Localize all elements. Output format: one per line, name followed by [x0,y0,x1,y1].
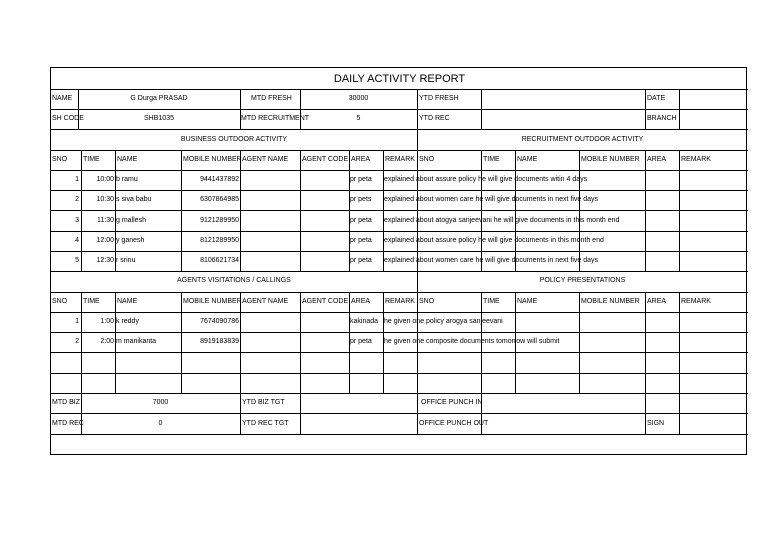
row-name: s siva babu [116,196,152,203]
column-header: SNO [52,298,68,305]
grid-line [51,271,748,272]
grid-line [481,150,482,271]
grid-line [679,89,680,129]
grid-line [51,393,748,394]
column-header: AREA [647,156,667,163]
mtd-biz-label: MTD BIZ [52,399,80,406]
mtd-rec-label: MTD REC [52,420,84,427]
grid-line [51,129,748,130]
row-mobile: 8919183839 [200,338,239,345]
ytd-rec-label: YTD REC [419,115,450,122]
row-name: y ganesh [116,237,145,244]
grid-line [81,150,82,271]
grid-line [417,150,418,271]
grid-line [51,251,748,252]
row-remark: explained about women care he will give documents in next five days [384,196,599,203]
grid-line [51,210,748,211]
office-punch-in-label: OFFICE PUNCH IN [421,399,483,406]
grid-line [645,89,646,129]
ytd-fresh-label: YTD FRESH [419,95,459,102]
grid-line [383,150,384,271]
date-label: DATE [647,95,666,102]
column-header: SNO [52,156,68,163]
column-header: TIME [83,298,100,305]
branch-label: BRANCH [647,115,677,122]
row-remark: explained about assure policy he will give documents witin 4 days [384,176,588,183]
row-remark: he given one policy arogya sanjeevani [384,318,503,325]
grid-line [481,89,482,129]
row-name: m manikanta [116,338,157,345]
column-header: REMARK [385,156,415,163]
grid-line [645,150,646,271]
grid-line [300,292,301,393]
grid-line [51,413,748,414]
column-header: AGENT CODE [302,298,349,305]
column-header: MOBILE NUMBER [581,298,640,305]
row-mobile: 6307864985 [200,196,239,203]
row-sno: 1 [75,318,79,325]
sign-label: SIGN [647,420,665,427]
column-header: NAME [517,156,538,163]
grid-line [51,190,748,191]
row-area: pr pets [350,196,372,203]
grid-line [240,150,241,271]
column-header: NAME [117,298,138,305]
column-header: TIME [483,298,500,305]
row-area: pr peta [350,338,372,345]
row-time: 11:30 [97,217,114,224]
ytd-rec-tgt-label: YTD REC TGT [242,420,289,427]
row-time: 1:00 [100,318,114,325]
grid-line [679,150,680,271]
name-label: NAME [52,95,73,102]
column-header: AREA [351,156,371,163]
column-header: REMARK [385,298,415,305]
column-header: MOBILE NUMBER [183,156,242,163]
column-header: AGENT NAME [242,298,289,305]
grid-line [181,150,182,271]
mtd-rec-value: 0 [158,420,163,427]
row-sno: 4 [75,237,79,244]
column-header: SNO [419,298,435,305]
row-mobile: 8106621734 [200,257,239,264]
grid-line [300,393,301,434]
mtd-fresh-value: 30000 [348,95,369,102]
grid-line [51,170,748,171]
mtd-biz-value: 7000 [152,399,169,406]
row-time: 12:30 [96,257,114,264]
daily-activity-report-sheet [50,67,747,455]
row-sno: 3 [75,217,79,224]
office-punch-out-label: OFFICE PUNCH OUT [419,420,489,427]
column-header: AREA [647,298,667,305]
page-title: DAILY ACTIVITY REPORT [333,73,466,85]
grid-line [115,150,116,271]
row-mobile: 7674090786 [200,318,239,325]
grid-line [51,89,748,90]
mtd-recruitment-label: MTD RECRUITMENT [241,115,310,122]
grid-line [51,292,748,293]
row-mobile: 8121289950 [200,237,239,244]
row-area: pr peta [350,217,372,224]
business-outdoor-heading: BUSINESS OUTDOOR ACTIVITY [180,136,288,143]
grid-line [51,231,748,232]
column-header: TIME [83,156,100,163]
row-sno: 2 [75,196,79,203]
row-name: b ramu [116,176,138,183]
grid-line [51,109,748,110]
row-mobile: 9441437892 [200,176,239,183]
sh-code-value: SHB1035 [144,115,174,122]
row-remark: explained about women care he will give documents in next five days [384,257,599,264]
column-header: AGENT NAME [242,156,289,163]
grid-line [51,332,748,333]
row-name: k reddy [116,318,139,325]
grid-line [349,150,350,271]
grid-line [240,393,241,434]
row-remark: he given one composite documents tomorrow will submit [384,338,560,345]
row-remark: explained about atogya sanjeevani he will give documents in this month end [384,217,620,224]
mtd-fresh-label: MTD FRESH [251,95,292,102]
row-time: 12:00 [96,237,114,244]
agents-visitations-heading: AGENTS VISITATIONS / CALLINGS [177,277,291,284]
policy-presentations-heading: POLICY PRESENTATIONS [539,277,626,284]
name-value: G Durga PRASAD [130,95,188,102]
row-area: pr peta [350,237,372,244]
column-header: MOBILE NUMBER [581,156,640,163]
row-time: 10:00 [96,176,114,183]
row-mobile: 9121289950 [200,217,239,224]
grid-line [679,393,680,434]
column-header: REMARK [681,298,711,305]
grid-line [579,150,580,271]
row-name: g mallesh [116,217,146,224]
grid-line [645,393,646,434]
row-sno: 5 [75,257,79,264]
row-sno: 2 [75,338,79,345]
grid-line [300,150,301,271]
column-header: NAME [517,298,538,305]
row-area: pr peta [350,176,372,183]
ytd-biz-tgt-label: YTD BIZ TGT [242,399,285,406]
grid-line [417,89,418,129]
grid-line [51,373,748,374]
row-time: 10:30 [96,196,114,203]
column-header: AREA [351,298,371,305]
row-remark: explained about assure policy he will give documents in this month end [384,237,604,244]
grid-line [240,292,241,393]
grid-line [645,292,646,393]
grid-line [51,352,748,353]
grid-line [579,292,580,393]
recruitment-outdoor-heading: RECRUITMENT OUTDOOR ACTIVITY [521,136,644,143]
column-header: REMARK [681,156,711,163]
row-sno: 1 [75,176,79,183]
grid-line [679,292,680,393]
row-area: kakinada [350,318,379,325]
grid-line [417,393,418,434]
grid-line [51,150,748,151]
row-name: r srinu [116,257,136,264]
column-header: SNO [419,156,435,163]
grid-line [51,312,748,313]
grid-line [51,434,748,435]
mtd-recruitment-value: 5 [356,115,361,122]
sh-code-label: SH CODE [52,115,84,122]
grid-line [240,89,241,129]
row-time: 2:00 [100,338,114,345]
column-header: AGENT CODE [302,156,349,163]
column-header: MOBILE NUMBER [183,298,242,305]
grid-line [515,150,516,271]
row-area: pr peta [350,257,372,264]
column-header: NAME [117,156,138,163]
column-header: TIME [483,156,500,163]
